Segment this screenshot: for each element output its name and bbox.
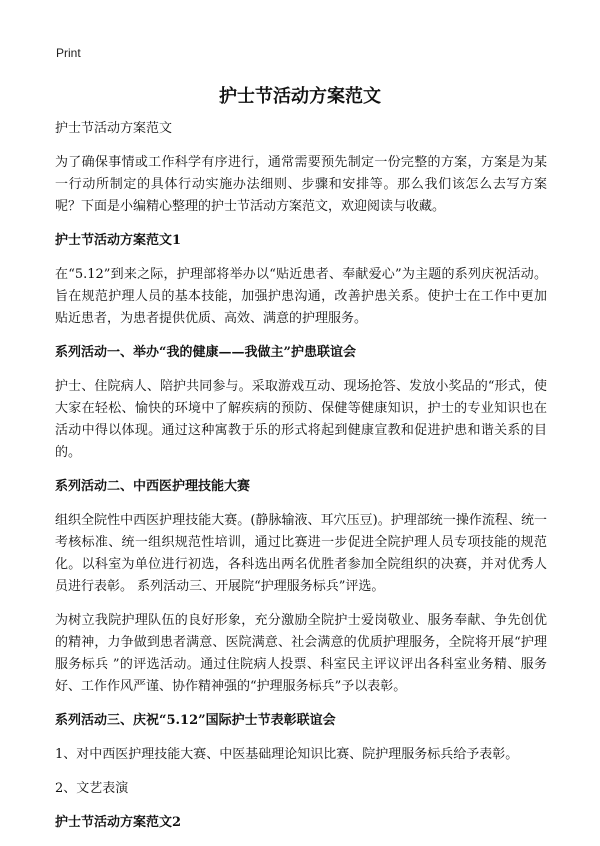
print-label: Print [56,46,81,60]
section1-heading: 护士节活动方案范文1 [55,233,182,248]
activity2-paragraph-1: 组织全院性中西医护理技能大赛。(静脉输液、耳穴压豆)。护理部统一操作流程、统一考核标准、统一组织规范性培训，通过比赛进一步促进全院护理人员专项技能的规范化。以科室为单位进行初选，各科选出两名优胜者参加全院组织的决赛，并对优秀人员进行表彰。 系列活动三、开展院“护理服务标兵”评选。 [55,513,547,594]
activity1-heading: 系列活动一、举办“我的健康——我做主”护患联谊会 [55,345,356,360]
activity2-paragraph-2: 为树立我院护理队伍的良好形象，充分激励全院护士爱岗敬业、服务奉献、争先创优的精神，力争做到患者满意、医院满意、社会满意的优质护理服务，全院将开展“护理服务标兵 ”的评选活动。通过住院病人投票、科室民主评议评出各科室业务精、服务好、工作作风严谨、协作精神强的“护理服务标兵”予以表彰。 [55,613,547,694]
document-subtitle: 护士节活动方案范文 [55,121,173,136]
intro-paragraph: 为了确保事情或工作科学有序进行，通常需要预先制定一份完整的方案，方案是为某一行动所制定的具体行动实施办法细则、步骤和安排等。那么我们该怎么去写方案呢？下面是小编精心整理的护士节活动方案范文，欢迎阅读与收藏。 [55,155,547,214]
list-item-2: 2、文艺表演 [55,781,129,796]
activity1-paragraph: 护士、住院病人、陪护共同参与。采取游戏互动、现场抢答、发放小奖品的“形式，使大家在轻松、愉快的环境中了解疾病的预防、保健等健康知识，护士的专业知识也在活动中得以体现。通过这种寓教于乐的形式将起到健康宣教和促进护患和谐关系的目的。 [55,379,547,460]
section1-paragraph: 在“5.12”到来之际，护理部将举办以“贴近患者、奉献爱心”为主题的系列庆祝活动。旨在规范护理人员的基本技能，加强护患沟通，改善护患关系。使护士在工作中更加贴近患者，为患者提供优质、高效、满意的护理服务。 [55,267,547,326]
document-title: 护士节活动方案范文 [219,86,381,107]
activity3-heading: 系列活动三、庆祝“5.12”国际护士节表彰联谊会 [55,713,336,728]
list-item-1: 1、对中西医护理技能大赛、中医基础理论知识比赛、院护理服务标兵给予表彰。 [55,747,519,762]
section2-heading: 护士节活动方案范文2 [55,815,182,830]
activity2-heading: 系列活动二、中西医护理技能大赛 [55,479,251,494]
document-body [55,118,547,846]
